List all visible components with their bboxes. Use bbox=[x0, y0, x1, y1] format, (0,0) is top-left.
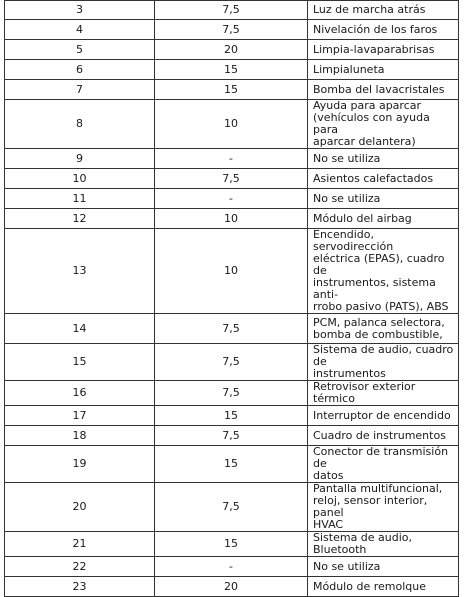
table-row bbox=[5, 314, 459, 344]
fuse-amperage: 10 bbox=[155, 209, 308, 229]
fuse-description: Asientos calefactados bbox=[308, 169, 459, 189]
table-row bbox=[5, 381, 459, 406]
fuse-number: 9 bbox=[5, 149, 155, 169]
table-row bbox=[5, 20, 459, 40]
table-row bbox=[5, 149, 459, 169]
fuse-amperage: 7,5 bbox=[155, 426, 308, 446]
fuse-number: 21 bbox=[5, 532, 155, 557]
fuse-number: 19 bbox=[5, 446, 155, 483]
table-row bbox=[5, 577, 459, 597]
fuse-number: 7 bbox=[5, 80, 155, 100]
table-row bbox=[5, 532, 459, 557]
fuse-number: 18 bbox=[5, 426, 155, 446]
fuse-amperage: 7,5 bbox=[155, 344, 308, 381]
table-row bbox=[5, 40, 459, 60]
fuse-description: PCM, palanca selectora, bomba de combustible, bbox=[308, 314, 459, 344]
fuse-table bbox=[4, 0, 459, 597]
fuse-number: 16 bbox=[5, 381, 155, 406]
fuse-amperage: 7,5 bbox=[155, 1, 308, 20]
fuse-number: 17 bbox=[5, 406, 155, 426]
fuse-amperage: - bbox=[155, 557, 308, 577]
table-row bbox=[5, 344, 459, 381]
fuse-description: Ayuda para aparcar (vehículos con ayuda para aparcar delantera) bbox=[308, 100, 459, 149]
fuse-number: 12 bbox=[5, 209, 155, 229]
table-row bbox=[5, 189, 459, 209]
table-row bbox=[5, 169, 459, 189]
fuse-description: No se utiliza bbox=[308, 557, 459, 577]
fuse-description: Interruptor de encendido bbox=[308, 406, 459, 426]
table-row bbox=[5, 209, 459, 229]
fuse-amperage: 7,5 bbox=[155, 483, 308, 532]
fuse-description: No se utiliza bbox=[308, 149, 459, 169]
fuse-description: Nivelación de los faros bbox=[308, 20, 459, 40]
table-row bbox=[5, 60, 459, 80]
fuse-amperage: 7,5 bbox=[155, 169, 308, 189]
fuse-amperage: 20 bbox=[155, 40, 308, 60]
table-row bbox=[5, 557, 459, 577]
fuse-description: No se utiliza bbox=[308, 189, 459, 209]
fuse-description: Sistema de audio, cuadro de instrumentos bbox=[308, 344, 459, 381]
fuse-number: 13 bbox=[5, 229, 155, 314]
fuse-number: 15 bbox=[5, 344, 155, 381]
fuse-description: Bomba del lavacristales bbox=[308, 80, 459, 100]
fuse-number: 6 bbox=[5, 60, 155, 80]
fuse-description: Sistema de audio, Bluetooth bbox=[308, 532, 459, 557]
fuse-amperage: 10 bbox=[155, 229, 308, 314]
fuse-amperage: 7,5 bbox=[155, 314, 308, 344]
fuse-description: Limpialuneta bbox=[308, 60, 459, 80]
table-row bbox=[5, 80, 459, 100]
fuse-number: 3 bbox=[5, 1, 155, 20]
fuse-description: Retrovisor exterior térmico bbox=[308, 381, 459, 406]
table-row bbox=[5, 100, 459, 149]
fuse-description: Cuadro de instrumentos bbox=[308, 426, 459, 446]
fuse-amperage: 15 bbox=[155, 532, 308, 557]
fuse-description: Conector de transmisión de datos bbox=[308, 446, 459, 483]
fuse-description: Módulo de remolque bbox=[308, 577, 459, 597]
fuse-amperage: 15 bbox=[155, 80, 308, 100]
fuse-description: Luz de marcha atrás bbox=[308, 1, 459, 20]
fuse-amperage: 7,5 bbox=[155, 381, 308, 406]
fuse-description: Limpia-lavaparabrisas bbox=[308, 40, 459, 60]
fuse-amperage: 7,5 bbox=[155, 20, 308, 40]
fuse-number: 10 bbox=[5, 169, 155, 189]
fuse-amperage: 15 bbox=[155, 406, 308, 426]
table-row bbox=[5, 229, 459, 314]
fuse-number: 20 bbox=[5, 483, 155, 532]
table-row bbox=[5, 406, 459, 426]
fuse-amperage: 15 bbox=[155, 446, 308, 483]
fuse-description: Pantalla multifuncional, reloj, sensor interior, panel HVAC bbox=[308, 483, 459, 532]
fuse-amperage: 10 bbox=[155, 100, 308, 149]
fuse-number: 5 bbox=[5, 40, 155, 60]
fuse-table-body bbox=[5, 1, 459, 597]
table-row bbox=[5, 446, 459, 483]
fuse-number: 14 bbox=[5, 314, 155, 344]
table-row bbox=[5, 1, 459, 20]
fuse-number: 4 bbox=[5, 20, 155, 40]
fuse-amperage: - bbox=[155, 189, 308, 209]
fuse-number: 8 bbox=[5, 100, 155, 149]
fuse-description: Módulo del airbag bbox=[308, 209, 459, 229]
fuse-number: 23 bbox=[5, 577, 155, 597]
fuse-amperage: - bbox=[155, 149, 308, 169]
fuse-amperage: 15 bbox=[155, 60, 308, 80]
fuse-description: Encendido, servodirección eléctrica (EPAS), cuadro de instrumentos, sistema anti- rrobo pasivo (PATS), ABS bbox=[308, 229, 459, 314]
table-row bbox=[5, 426, 459, 446]
fuse-number: 22 bbox=[5, 557, 155, 577]
fuse-number: 11 bbox=[5, 189, 155, 209]
fuse-amperage: 20 bbox=[155, 577, 308, 597]
table-row bbox=[5, 483, 459, 532]
